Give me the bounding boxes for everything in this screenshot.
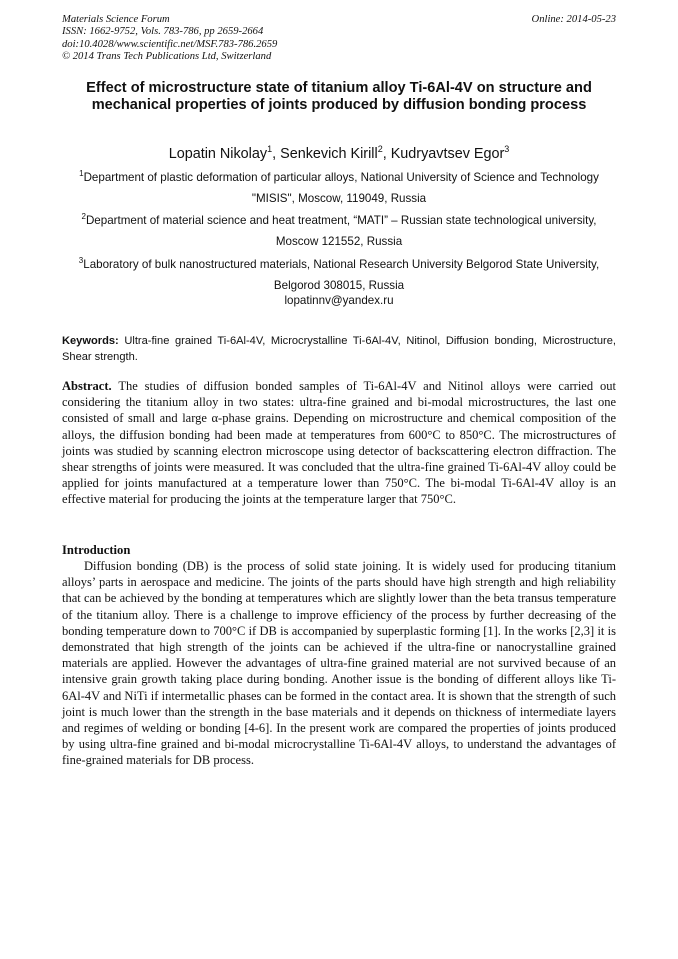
issn-line: ISSN: 1662-9752, Vols. 783-786, pp 2659-2664: [62, 26, 264, 38]
author-name: Lopatin Nikolay: [168, 145, 268, 162]
keywords-text: Ultra-fine grained Ti-6Al-4V, Microcrystalline Ti-6Al-4V, Nitinol, Diffusion bonding, Microstructure, Shear strength.: [62, 335, 616, 363]
abstract-label: Abstract.: [62, 379, 112, 393]
affiliation-sup: 2: [81, 212, 86, 221]
author-separator: ,: [272, 145, 281, 162]
author-list: [62, 140, 616, 163]
contact-email[interactable]: lopatinnv@yandex.ru: [284, 294, 394, 307]
author-name: Kudryavtsev Egor: [390, 145, 505, 162]
keywords-section: [62, 333, 616, 365]
author-name: Senkevich Kirill: [280, 145, 378, 162]
affiliation-sup: 3: [78, 256, 84, 265]
abstract-text: The studies of diffusion bonded samples of Ti-6Al-4V and Nitinol alloys were carried out considering the titanium alloy in two states: ultra-fine grained and bi-modal microstructures, the last one consisted of small and large α-phase grains. Depending on microstructure and chemical composition of the alloys, the diffusion bonding had been made at temperatures from 600°C to 850°C. The microstructures of joints was studied by scanning electron microscope using detector of backscattering electron diffraction. The shear strengths of joints were measured. It was concluded that the ultra-fine grained Ti-6Al-4V alloy could be applied for joints manufactured at a temperature lower than 750°C. The bi-modal Ti-6Al-4V alloy is an effective material for producing the joints at the temperature larger that 750°C.: [62, 379, 616, 507]
introduction-section: [62, 558, 616, 769]
keywords-label: Keywords:: [62, 335, 119, 347]
affiliation-text: Department of material science and heat treatment, “MATI” – Russian state technological university, Moscow 121552, Russia: [85, 213, 597, 249]
online-date: Online: 2014-05-23: [531, 14, 616, 25]
introduction-text: Diffusion bonding (DB) is the process of solid state joining. It is widely used for producing titanium alloys’ parts in aerospace and medicine. The joints of the parts should have high strength and high reliability that can be achieved by the bonding at temperatures which are slightly lower than the beta transus temperature of the titanium alloy. There is a challenge to improve efficiency of the process by further decreasing of the bonding temperature down to 700°C if DB is accompanied by superplastic forming [1]. In the works [2,3] it is demonstrated that high strength of the joints can be achieved if the ultra-fine or nanocrystalline grained materials are applied. However the advantages of ultra-fine grained material are not survived because of an intensive grain growth taking place during bonding. Another issue is the bonding of different alloys like Ti-6Al-4V and NiTi if intermetallic phases can be formed in the contact area. It is shown that the strength of such joint is much lower than the strength in the base materials and it depends on thickness of intermediate layers and regimes of welding or bonding [4-6]. In the present work are compared the properties of joints produced by using ultra-fine grained and bi-modal microcrystalline Ti-6Al-4V alloys, to understand the advantages of fine-grained materials for DB process.: [62, 559, 616, 768]
affiliation-2: [62, 206, 616, 253]
copyright-line: © 2014 Trans Tech Publications Ltd, Switzerland: [62, 51, 272, 63]
doi-line[interactable]: doi:10.4028/www.scientific.net/MSF.783-786.2659: [62, 38, 278, 50]
affiliation-sup: 1: [79, 169, 84, 178]
affiliation-text: Department of plastic deformation of particular alloys, National University of Science and Technology "MISIS", Moscow, 119049, Russia: [83, 170, 599, 206]
author-sup: 2: [377, 144, 383, 154]
page-header: [62, 14, 616, 66]
affiliation-3: [62, 250, 616, 297]
abstract-section: [62, 378, 616, 508]
author-sup: 1: [267, 144, 273, 154]
author-sup: 3: [504, 144, 510, 154]
journal-name: Materials Science Forum: [62, 14, 170, 25]
affiliation-1: [62, 163, 616, 210]
introduction-heading: Introduction: [62, 543, 131, 557]
paper-title: Effect of microstructure state of titanium alloy Ti-6Al-4V on structure and mechanical properties of joints produced by diffusion bonding process: [86, 80, 592, 113]
affiliation-text: Laboratory of bulk nanostructured materials, National Research University Belgorod State University, Belgorod 308015, Russia: [83, 257, 600, 293]
author-separator: ,: [382, 145, 391, 162]
